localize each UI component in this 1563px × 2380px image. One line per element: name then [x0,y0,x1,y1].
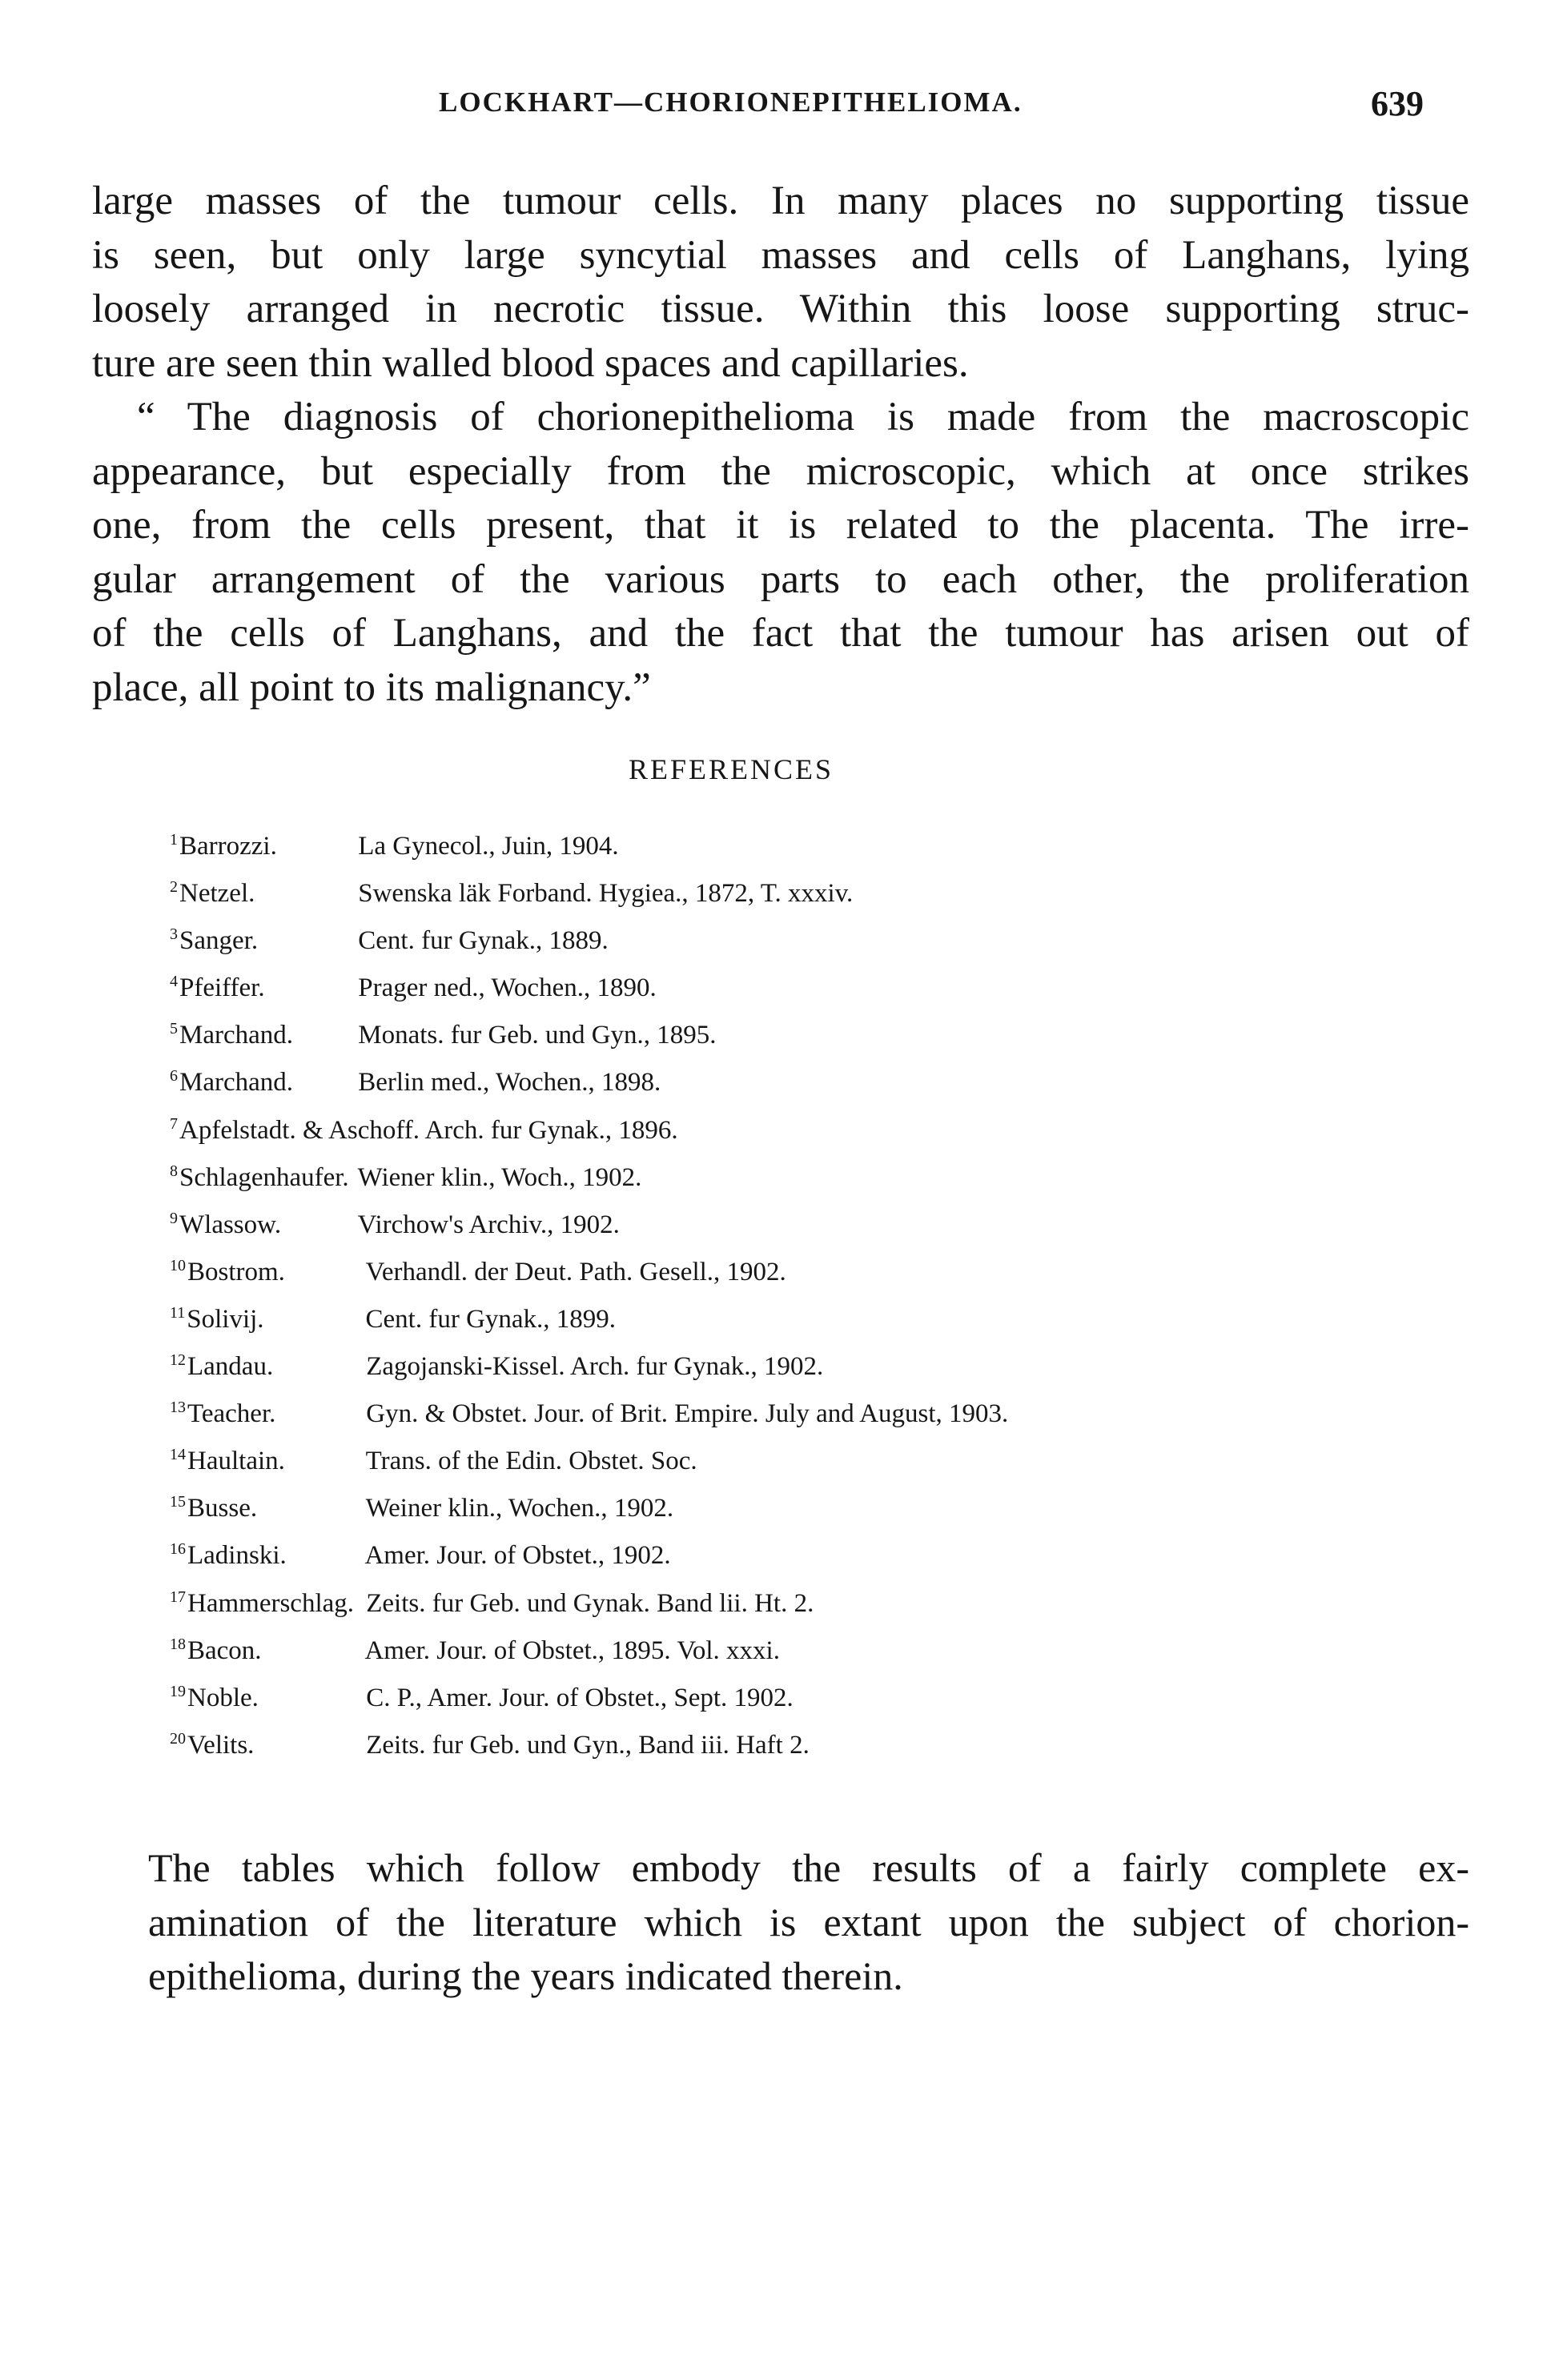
reference-number: 5 [170,1020,178,1038]
reference-number: 3 [170,925,178,944]
body-paragraphs [92,175,1469,715]
quote-line: appearance, but especially from the microscopic, which at once strikes [92,448,1469,494]
reference-number: 10 [170,1256,186,1274]
reference-number: 8 [170,1162,178,1180]
reference-number: 16 [170,1540,186,1559]
reference-item [170,1387,1008,1435]
reference-number: 14 [170,1446,186,1464]
reference-number: 2 [170,878,178,897]
reference-author: Busse. [187,1494,258,1523]
reference-citation: Zagojanski-Kissel. Arch. fur Gynak., 1902. [366,1352,824,1382]
reference-number: 13 [170,1399,186,1417]
reference-author: Pfeiffer. [179,973,265,1003]
reference-citation: Virchow's Archiv., 1902. [357,1210,620,1239]
reference-number: 20 [170,1729,186,1748]
quote-line: “ The diagnosis of chorionepithelioma is made from the macroscopic [137,395,1469,439]
reference-citation: Trans. of the Edin. Obstet. Soc. [365,1447,697,1476]
reference-citation: Zeits. fur Geb. und Gynak. Band lii. Ht. 2. [366,1588,814,1618]
reference-item [170,1529,1008,1576]
quote-line: one, from the cells present, that it is related to the placenta. The irre- [92,503,1469,548]
page-number: 639 [1371,84,1424,123]
reference-citation: Cent. fur Gynak., 1899. [365,1304,617,1334]
reference-number: 17 [170,1587,186,1606]
reference-item [170,1009,1008,1056]
reference-number: 7 [170,1114,178,1133]
body-line: large masses of the tumour cells. In many places no supporting tissue [92,179,1469,223]
reference-item [170,1672,1008,1719]
reference-author: Noble. [187,1683,259,1712]
running-head: LOCKHART—CHORIONEPITHELIOMA. [439,86,1023,118]
quote-line: place, all point to its malignancy.” [92,664,651,710]
references-list [170,820,1008,1766]
reference-number: 12 [170,1351,186,1370]
reference-citation: Gyn. & Obstet. Jour. of Brit. Empire. July and August, 1903. [366,1399,1009,1429]
reference-author: Wlassow. [179,1210,282,1239]
reference-author: Solivij. [187,1304,264,1334]
quote-line: gular arrangement of the various parts to each other, the proliferation [92,556,1469,602]
reference-citation: C. P., Amer. Jour. of Obstet., Sept. 1902. [366,1683,794,1712]
reference-item [170,1056,1008,1103]
reference-author: Marchand. [179,1021,294,1050]
reference-author: Teacher. [187,1399,276,1429]
reference-number: 19 [170,1682,186,1700]
closing-paragraph [148,1841,1469,2004]
body-line: loosely arranged in necrotic tissue. Within this loose supporting struc- [92,287,1469,331]
reference-citation: La Gynecol., Juin, 1904. [358,832,619,861]
reference-item [170,1482,1008,1529]
reference-item [170,1246,1008,1293]
reference-item [170,961,1008,1009]
reference-item [170,1104,1008,1151]
reference-citation: Monats. fur Geb. und Gyn., 1895. [358,1021,717,1050]
reference-author: Hammerschlag. [187,1588,355,1618]
reference-item [170,1719,1008,1766]
reference-citation: Swenska läk Forband. Hygiea., 1872, T. xxxiv. [358,879,854,909]
reference-author: Ladinski. [187,1541,287,1571]
closing-line: The tables which follow embody the results of a fairly complete ex- [148,1845,1469,1890]
reference-item [170,1435,1008,1482]
reference-number: 18 [170,1635,186,1653]
reference-citation: Prager ned., Wochen., 1890. [358,973,657,1003]
reference-citation: Weiner klin., Wochen., 1902. [365,1494,674,1523]
reference-number: 6 [170,1067,178,1086]
reference-number: 15 [170,1493,186,1511]
reference-author: Bacon. [187,1635,262,1665]
reference-citation: Zeits. fur Geb. und Gyn., Band iii. Haft 2. [366,1730,810,1760]
closing-line: epithelioma, during the years indicated therein. [148,1953,903,1998]
reference-item [170,820,1008,867]
reference-author: Bostrom. [187,1257,285,1286]
reference-author: Schlagenhaufer. [179,1162,349,1192]
body-line: is seen, but only large syncytial masses and cells of Langhans, lying [92,232,1469,278]
references-heading: REFERENCES [629,753,834,785]
reference-item [170,1340,1008,1387]
reference-item [170,1198,1008,1246]
quote-line: of the cells of Langhans, and the fact that the tumour has arisen out of [92,611,1469,656]
reference-item [170,914,1008,961]
reference-citation: Arch. fur Gynak., 1896. [424,1115,678,1145]
reference-author: Haultain. [187,1447,285,1476]
reference-author: Marchand. [179,1068,294,1098]
reference-author: Sanger. [179,926,259,956]
closing-line: amination of the literature which is extant upon the subject of chorion- [148,1899,1469,1945]
reference-author: Netzel. [179,879,255,909]
reference-item [170,867,1008,914]
body-line: ture are seen thin walled blood spaces and capillaries. [92,340,969,386]
reference-author: Velits. [187,1730,255,1760]
reference-item [170,1151,1008,1198]
reference-citation: Verhandl. der Deut. Path. Gesell., 1902. [365,1257,786,1286]
reference-citation: Amer. Jour. of Obstet., 1902. [364,1541,671,1571]
reference-number: 11 [170,1303,186,1322]
reference-citation: Amer. Jour. of Obstet., 1895. Vol. xxxi. [364,1635,780,1665]
reference-citation: Cent. fur Gynak., 1889. [358,926,609,956]
reference-item [170,1293,1008,1340]
reference-number: 4 [170,973,178,991]
reference-citation: Berlin med., Wochen., 1898. [358,1068,661,1098]
reference-number: 9 [170,1209,178,1227]
reference-author: Barrozzi. [179,832,277,861]
reference-author: Landau. [187,1352,274,1382]
reference-item [170,1624,1008,1672]
reference-author: Apfelstadt. & Aschoff. [179,1115,420,1145]
reference-citation: Wiener klin., Woch., 1902. [357,1162,642,1192]
reference-number: 1 [170,831,178,849]
reference-item [170,1577,1008,1624]
